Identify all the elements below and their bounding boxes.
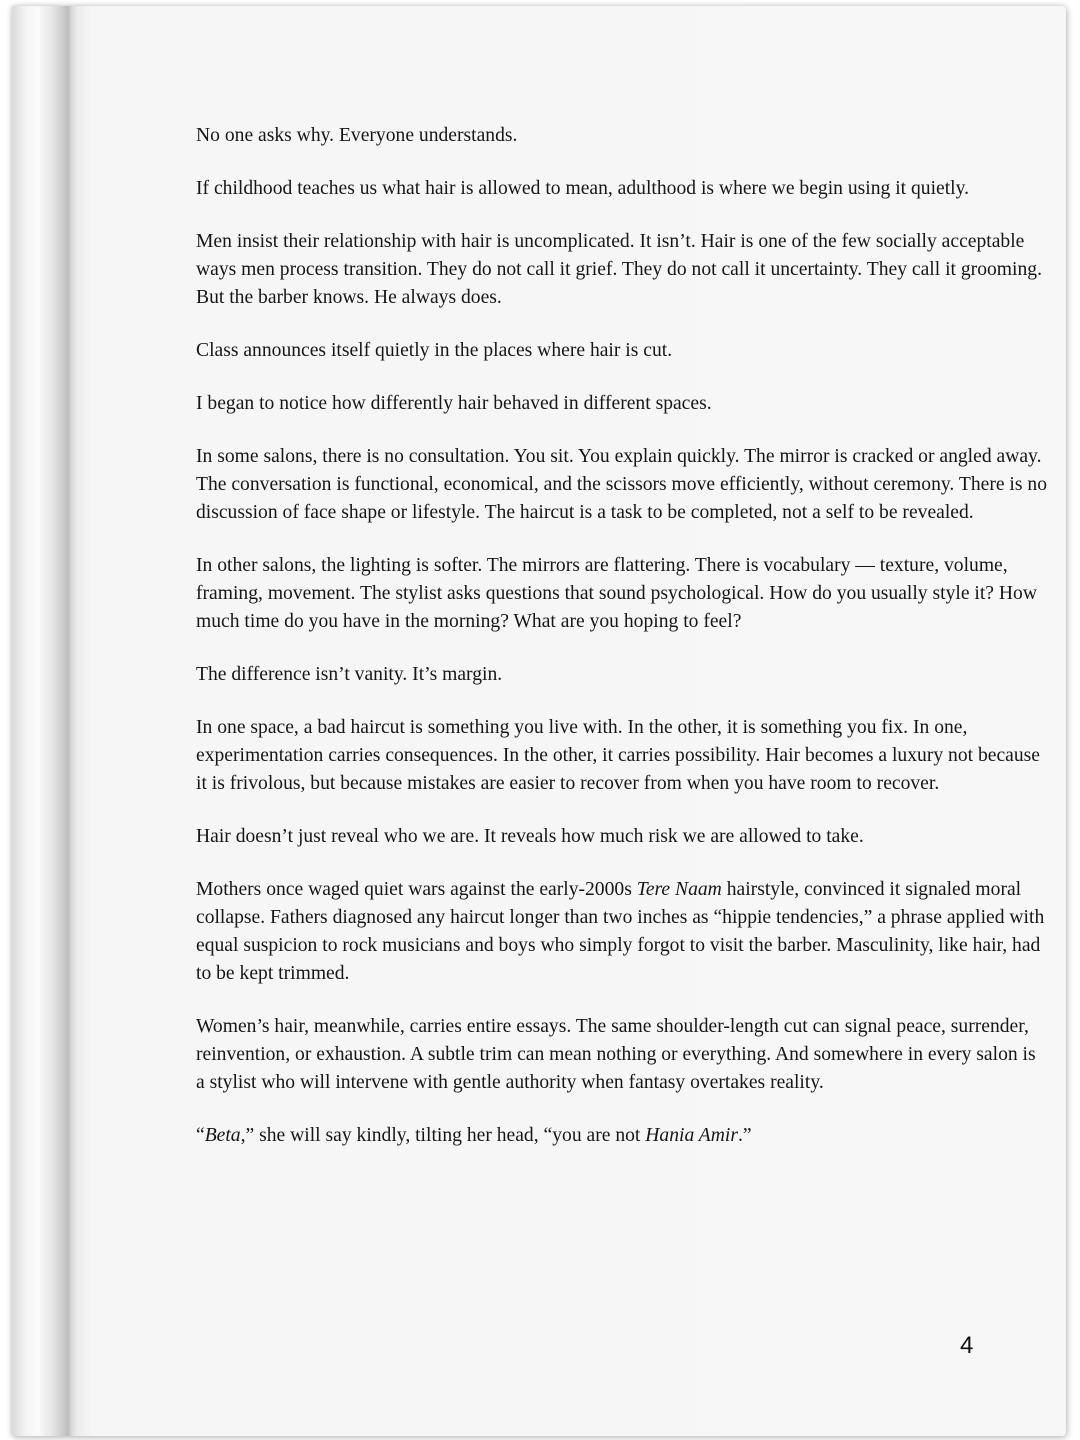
book — [12, 6, 1066, 1436]
text-run: .” — [738, 1125, 752, 1146]
text-run: “ — [196, 1125, 205, 1146]
paragraph: In some salons, there is no consultation. You sit. You explain quickly. The mirror is cracked or angled away. The conversation is functional, economical, and the scissors move efficiently, without ceremony. There is no discussion of face shape or lifestyle. The haircut is a task to be completed, not a self to be revealed. — [196, 446, 1047, 523]
italic-word: Beta — [204, 1125, 241, 1146]
italic-name: Hania Amir — [645, 1125, 738, 1146]
book-spine — [12, 6, 78, 1436]
text-run: hairstyle, convinced it signaled moral collapse. Fathers diagnosed any haircut longer than two inches as “hippie tendencies,” a phrase applied with equal suspicion to rock musicians and boys who simply forgot to visit the barber. Masculinity, like hair, had to be kept trimmed. — [196, 879, 1045, 984]
paragraph: Men insist their relationship with hair is uncomplicated. It isn’t. Hair is one of the few socially acceptable ways men process transition. They do not call it grief. They do not call it uncertainty. They call it grooming. But the barber knows. He always does. — [196, 231, 1042, 308]
paragraph: If childhood teaches us what hair is allowed to mean, adulthood is where we begin using it quietly. — [196, 178, 970, 199]
text-run: ,” she will say kindly, tilting her head, “you are not — [240, 1125, 646, 1146]
paragraph: Hair doesn’t just reveal who we are. It reveals how much risk we are allowed to take. — [196, 826, 864, 847]
italic-title: Tere Naam — [636, 879, 722, 900]
paragraph: No one asks why. Everyone understands. — [196, 125, 518, 146]
paragraph-final-quote — [196, 1122, 1048, 1150]
paragraph: In one space, a bad haircut is something you live with. In the other, it is something you fix. In one, experimentation carries consequences. In the other, it carries possibility. Hair becomes a luxury not because it is frivolous, but because mistakes are easier to recover from when you have room to recover. — [196, 717, 1040, 794]
paragraph: Class announces itself quietly in the places where hair is cut. — [196, 340, 673, 361]
paragraph-womens: Women’s hair, meanwhile, carries entire essays. The same shoulder-length cut can signal peace, surrender, reinvention, or exhaustion. A subtle trim can mean nothing or everything. And somewhere in every salon is a stylist who will intervene with gentle authority when fantasy overtakes reality. — [196, 1016, 1036, 1093]
paragraph: I began to notice how differently hair behaved in different spaces. — [196, 393, 712, 414]
paragraph: In other salons, the lighting is softer. The mirrors are flattering. There is vocabulary — texture, volume, framing, movement. The stylist asks questions that sound psychological. How do you usually style it? How much time do you have in the morning? What are you hoping to feel? — [196, 555, 1037, 632]
paragraph-mothers — [196, 876, 1048, 988]
page-number: 4 — [960, 1332, 974, 1359]
body-text — [196, 122, 1048, 1175]
paragraph: The difference isn’t vanity. It’s margin. — [196, 664, 503, 685]
page — [78, 6, 1066, 1436]
text-run: Mothers once waged quiet wars against the early-2000s — [196, 879, 637, 900]
